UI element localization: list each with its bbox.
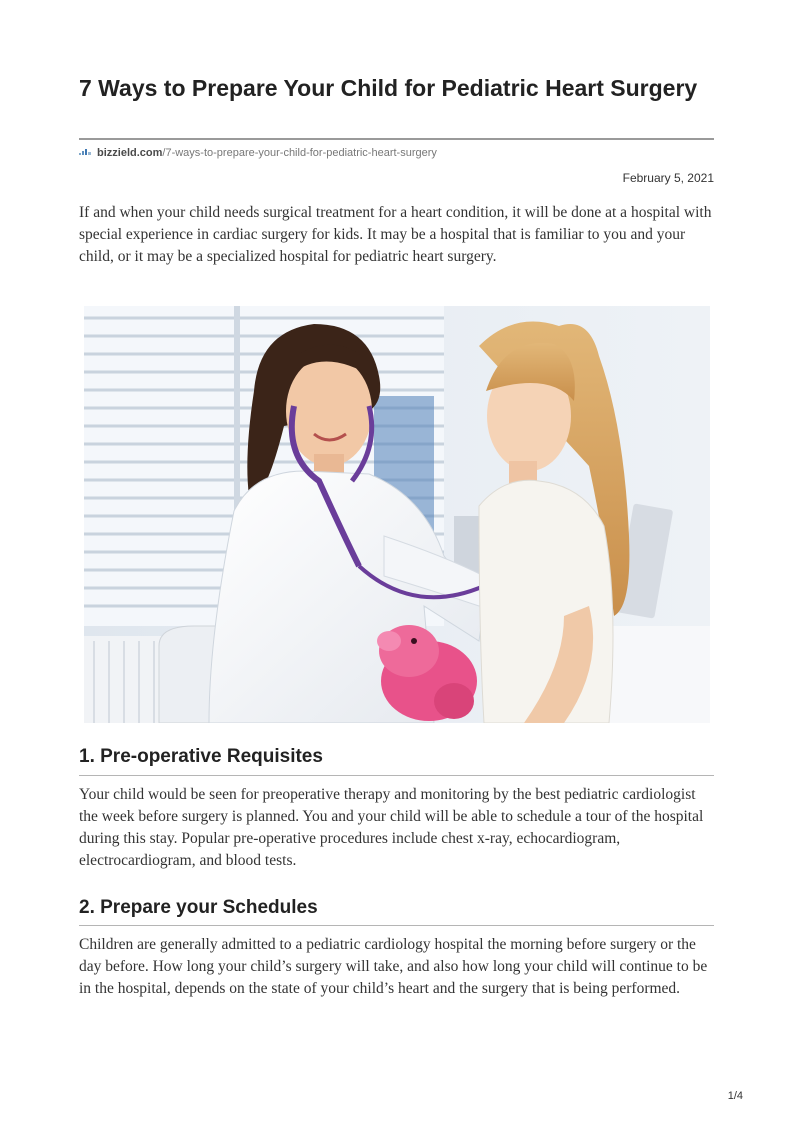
hero-image — [84, 306, 710, 723]
doctor-examining-girl-illustration — [84, 306, 710, 723]
article-title: 7 Ways to Prepare Your Child for Pediatric Heart Surgery — [79, 75, 698, 101]
source-path[interactable]: /7-ways-to-prepare-your-child-for-pediatric-heart-surgery — [162, 147, 437, 159]
section-2-body: Children are generally admitted to a pediatric cardiology hospital the morning before surgery or the day before. How long your child’s surgery will take, and also how long your child will continue to be in the hospital, depends on the state of your child’s heart and the surgery that is being performed. — [79, 936, 708, 997]
source-domain[interactable]: bizzield.com — [97, 147, 163, 159]
source-line[interactable] — [79, 146, 437, 160]
intro-paragraph: If and when your child needs surgical treatment for a heart condition, it will be done at a hospital with special experience in cardiac surgery for kids. It may be a hospital that is familiar to you and your child, or it may be a specialized hospital for pediatric heart surgery. — [79, 204, 712, 265]
section-1-heading: 1. Pre-operative Requisites — [79, 746, 323, 767]
site-favicon-icon — [79, 147, 91, 157]
section-2-heading: 2. Prepare your Schedules — [79, 897, 318, 918]
section-1-body: Your child would be seen for preoperative therapy and monitoring by the best pediatric cardiologist the week before surgery is planned. You and your child will be able to schedule a tour of the hospital during this stay. Popular pre-operative procedures include chest x-ray, echocardiogram, electrocardiogram, and blood tests. — [79, 786, 704, 869]
title-divider — [79, 138, 714, 140]
publish-date: February 5, 2021 — [622, 171, 714, 185]
section-2-divider — [79, 925, 714, 926]
page-number: 1/4 — [727, 1090, 743, 1102]
section-1-divider — [79, 775, 714, 776]
